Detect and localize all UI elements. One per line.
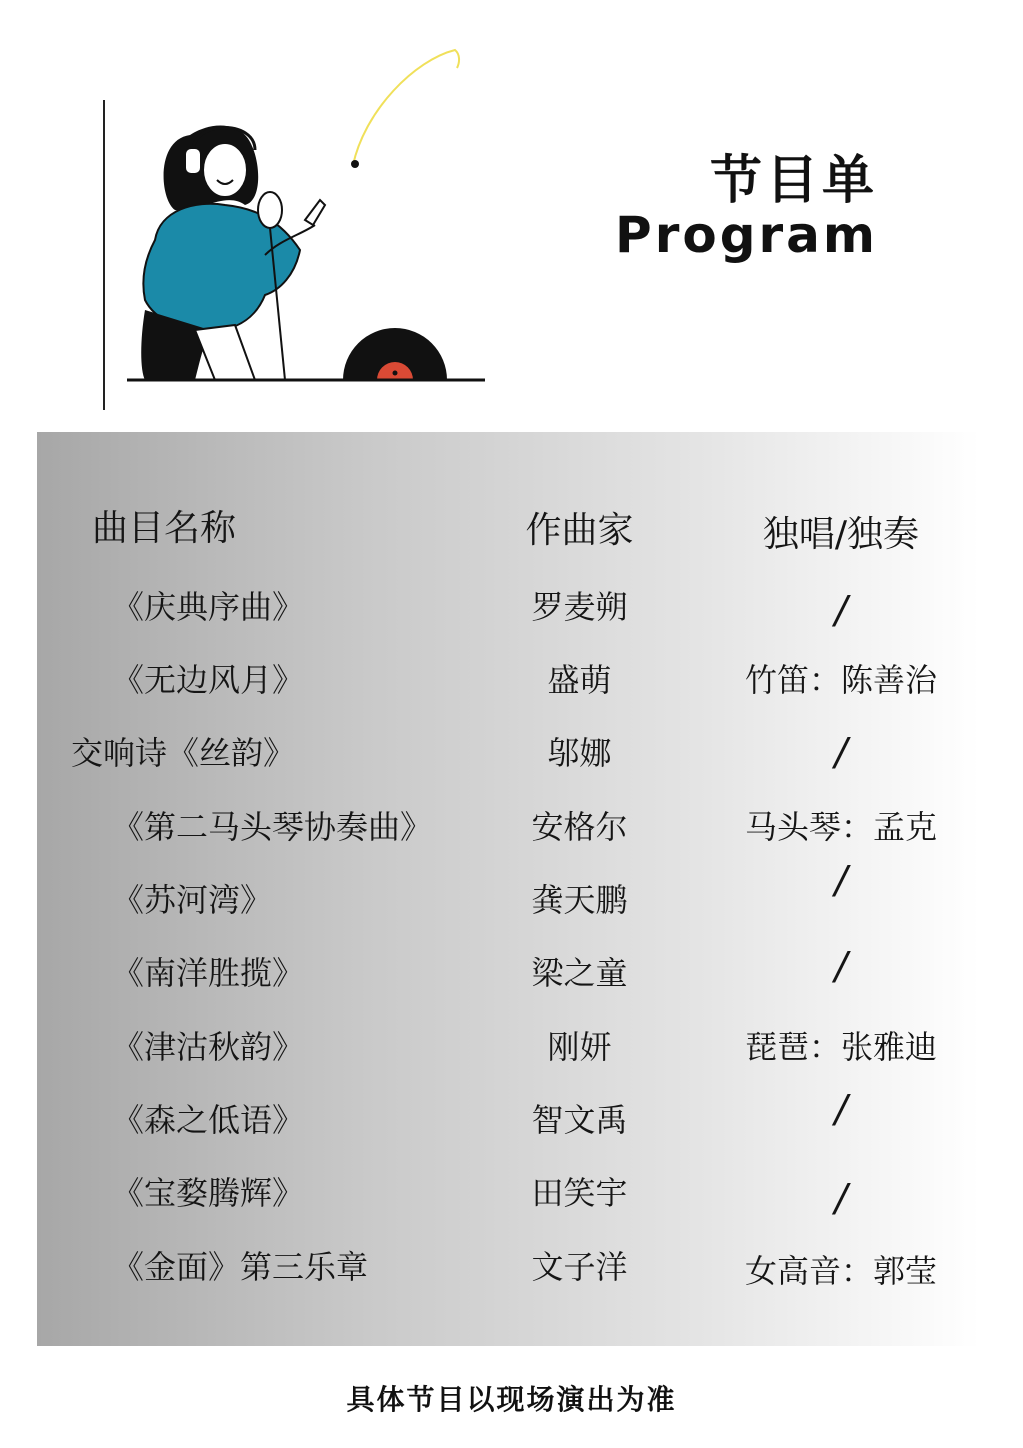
- page-title-english: Program: [615, 206, 878, 264]
- piece-title: 交响诗《丝韵》: [71, 734, 296, 772]
- composer-name: 田笑宇: [531, 1174, 628, 1212]
- footer-note: 具体节目以现场演出为准: [346, 1383, 677, 1416]
- composer-name: 梁之童: [531, 954, 628, 992]
- composer-name: 文子洋: [531, 1248, 628, 1286]
- composer-name: 智文禹: [531, 1101, 628, 1139]
- program-table: [37, 432, 980, 1346]
- vertical-rule: [103, 100, 105, 410]
- piece-title: 《庆典序曲》: [112, 588, 305, 626]
- column-header-composer: 作曲家: [525, 510, 634, 551]
- vinyl-record-icon: [343, 328, 447, 380]
- column-header-title: 曲目名称: [92, 508, 237, 549]
- decorative-arc: [353, 50, 459, 165]
- page-title-chinese: 节目单: [709, 151, 878, 211]
- soloist: 马头琴：孟克: [744, 808, 937, 846]
- soloist: /: [834, 1176, 848, 1220]
- piece-title: 《金面》第三乐章: [112, 1248, 369, 1286]
- column-header-soloist: 独唱/独奏: [762, 514, 920, 555]
- soloist: 竹笛：陈善治: [744, 661, 937, 699]
- composer-name: 罗麦朔: [531, 588, 628, 626]
- piece-title: 《宝婺腾辉》: [112, 1174, 305, 1212]
- composer-name: 盛萌: [547, 661, 612, 699]
- singer-with-headphones-illustration: [115, 40, 495, 390]
- soloist: 女高音：郭莹: [744, 1252, 937, 1290]
- composer-name: 安格尔: [531, 808, 628, 846]
- composer-name: 邬娜: [547, 734, 612, 772]
- soloist: /: [834, 730, 848, 774]
- face: [203, 143, 247, 197]
- soloist: /: [834, 588, 848, 632]
- soloist: /: [834, 858, 848, 902]
- microphone: [258, 192, 282, 228]
- piece-title: 《无边风月》: [112, 661, 305, 699]
- composer-name: 刚妍: [547, 1028, 612, 1066]
- piece-title: 《苏河湾》: [112, 881, 273, 919]
- piece-title: 《森之低语》: [112, 1101, 305, 1139]
- piece-title: 《第二马头琴协奏曲》: [112, 808, 433, 846]
- soloist: /: [834, 1087, 848, 1131]
- arc-dot: [351, 160, 359, 168]
- composer-name: 龚天鹏: [531, 881, 628, 919]
- soloist: 琵琶：张雅迪: [744, 1028, 937, 1066]
- piece-title: 《津沽秋韵》: [112, 1028, 305, 1066]
- soloist: /: [834, 944, 848, 988]
- piece-title: 《南洋胜揽》: [112, 954, 305, 992]
